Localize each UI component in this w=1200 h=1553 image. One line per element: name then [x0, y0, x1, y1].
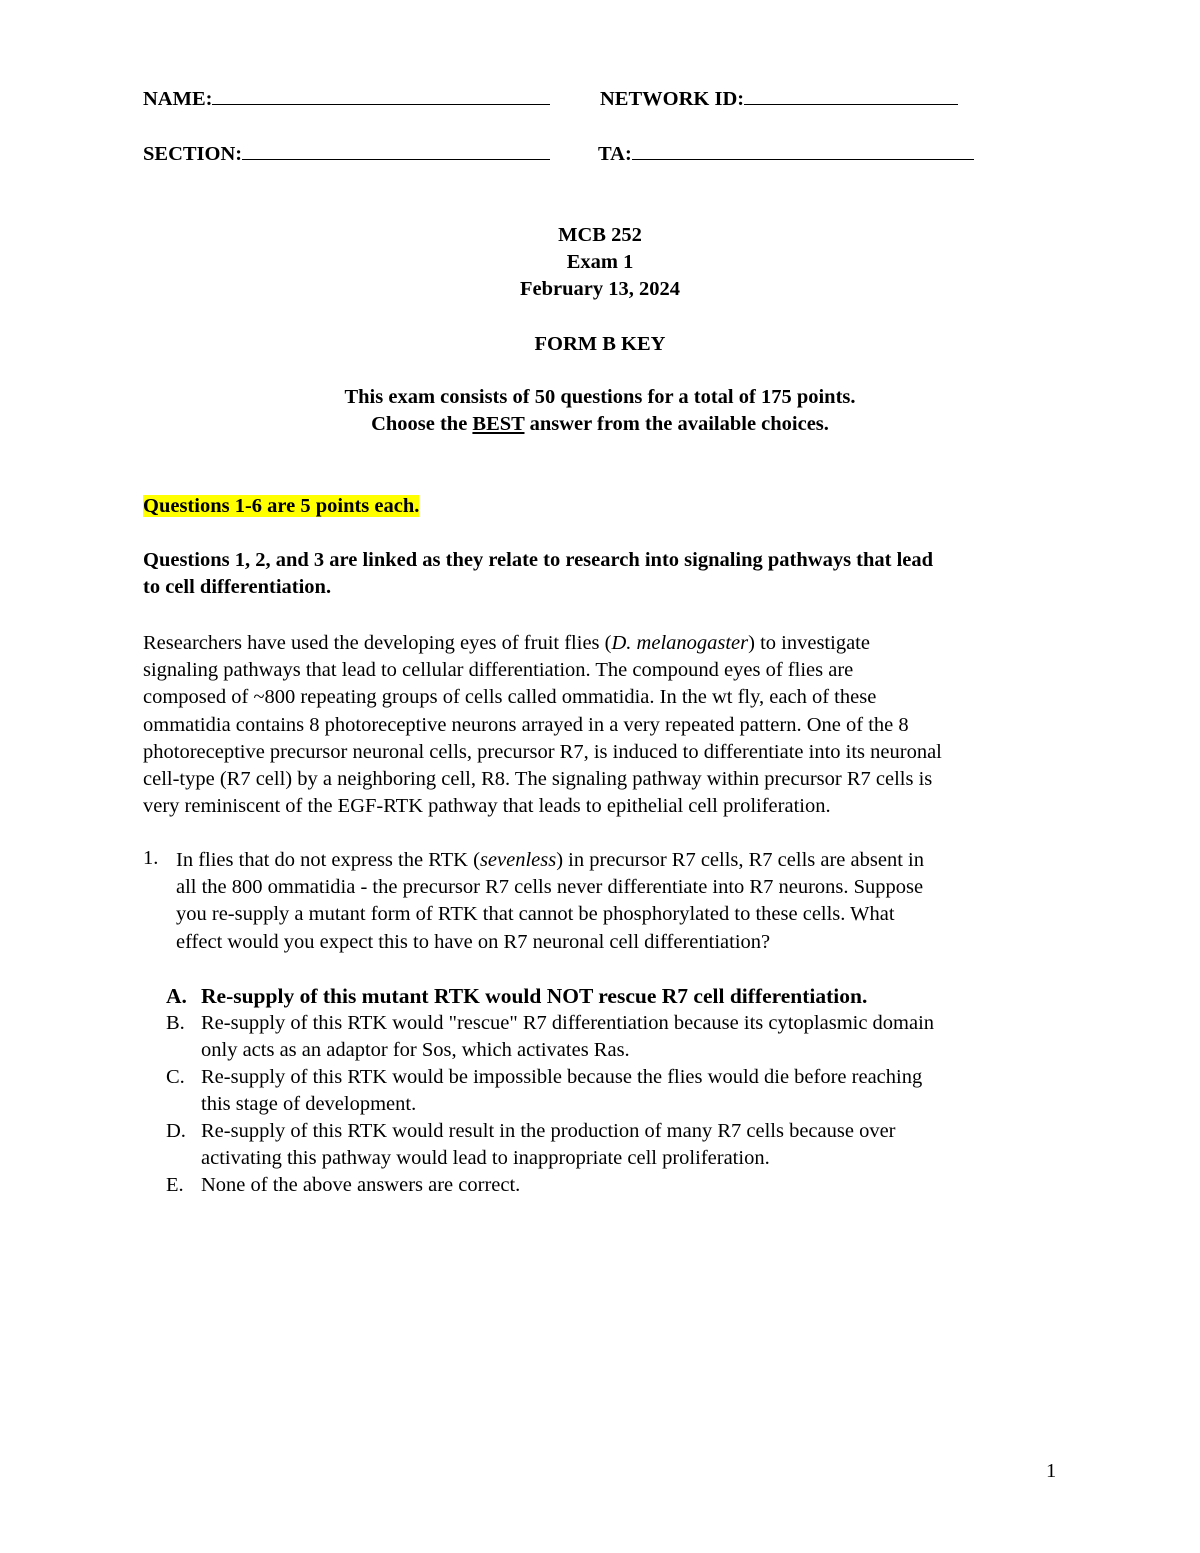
passage — [143, 630, 1073, 820]
name-field — [143, 88, 550, 111]
name-label: NAME: — [143, 88, 213, 110]
form-key: FORM B KEY — [534, 333, 666, 355]
passage-line: Researchers have used the developing eyes of fruit flies (D. melanogaster) to investigate — [143, 632, 870, 654]
section-label: SECTION: — [143, 143, 243, 165]
choice-text-cont: this stage of development. — [201, 1093, 417, 1116]
choice-text-cont: only acts as an adaptor for Sos, which activates Ras. — [201, 1039, 630, 1062]
instructions-pre: Choose the — [371, 413, 473, 435]
choice-b[interactable] — [166, 1010, 1066, 1064]
passage-line: cell-type (R7 cell) by a neighboring cell, R8. The signaling pathway within precursor R7 cells is — [143, 768, 933, 791]
instructions-best: BEST — [472, 413, 525, 435]
choice-e[interactable] — [166, 1172, 1066, 1199]
course-title: MCB 252 — [558, 224, 642, 246]
ta-label: TA: — [598, 143, 632, 165]
ta-blank[interactable] — [632, 158, 974, 160]
name-blank[interactable] — [212, 103, 550, 105]
network-id-field — [600, 88, 958, 111]
instructions-line1: This exam consists of 50 questions for a total of 175 points. — [344, 386, 856, 408]
passage-line: very reminiscent of the EGF-RTK pathway that leads to epithelial cell proliferation. — [143, 795, 831, 818]
choice-c[interactable] — [166, 1064, 1066, 1118]
choice-text: None of the above answers are correct. — [201, 1174, 521, 1196]
choice-text: Re-supply of this RTK would result in the production of many R7 cells because over — [201, 1120, 896, 1142]
choice-letter: C. — [166, 1066, 185, 1088]
question-line: effect would you expect this to have on R7 neuronal cell differentiation? — [176, 930, 771, 953]
question-line: In flies that do not express the RTK (sevenless) in precursor R7 cells, R7 cells are absent in — [176, 849, 924, 871]
choice-text: Re-supply of this RTK would be impossible because the flies would die before reaching — [201, 1066, 923, 1088]
network-id-blank[interactable] — [744, 103, 958, 105]
passage-line: ommatidia contains 8 photoreceptive neurons arrayed in a very repeated pattern. One of the 8 — [143, 713, 909, 736]
question-stem — [176, 847, 1076, 956]
passage-line: photoreceptive precursor neuronal cells, precursor R7, is induced to differentiate into its neuronal — [143, 740, 942, 763]
instructions-line2 — [0, 413, 1200, 436]
linked-note-line1: Questions 1, 2, and 3 are linked as they relate to research into signaling pathways that lead — [143, 549, 934, 571]
choice-letter: B. — [166, 1012, 185, 1034]
species-name: D. melanogaster — [611, 632, 749, 654]
choice-a[interactable] — [166, 983, 1066, 1010]
choice-letter: E. — [166, 1174, 184, 1196]
question-number: 1. — [143, 847, 159, 869]
network-id-label: NETWORK ID: — [600, 88, 745, 110]
linked-note-line2: to cell differentiation. — [143, 576, 332, 598]
section-blank[interactable] — [242, 158, 550, 160]
passage-line: composed of ~800 repeating groups of cells called ommatidia. In the wt fly, each of these — [143, 686, 877, 709]
choice-letter: D. — [166, 1120, 186, 1142]
section-field — [143, 143, 550, 166]
ta-field — [598, 143, 974, 166]
question-line: all the 800 ommatidia - the precursor R7 cells never differentiate into R7 neurons. Suppose — [176, 876, 924, 899]
question-line: you re-supply a mutant form of RTK that cannot be phosphorylated to these cells. What — [176, 903, 895, 926]
choice-letter: A. — [166, 984, 187, 1008]
points-note — [143, 495, 419, 518]
instructions-post: answer from the available choices. — [524, 413, 829, 435]
choice-text: Re-supply of this RTK would "rescue" R7 differentiation because its cytoplasmic domain — [201, 1012, 935, 1034]
exam-date: February 13, 2024 — [520, 278, 680, 300]
points-note-text: Questions 1-6 are 5 points each. — [143, 495, 420, 517]
choice-text: Re-supply of this mutant RTK would NOT rescue R7 cell differentiation. — [201, 984, 868, 1008]
page-number: 1 — [1046, 1460, 1057, 1482]
choice-text-cont: activating this pathway would lead to inappropriate cell proliferation. — [201, 1147, 770, 1170]
choice-d[interactable] — [166, 1118, 1066, 1172]
passage-line: signaling pathways that lead to cellular differentiation. The compound eyes of flies are — [143, 659, 854, 682]
exam-title: Exam 1 — [566, 251, 634, 273]
gene-name: sevenless — [479, 849, 557, 871]
